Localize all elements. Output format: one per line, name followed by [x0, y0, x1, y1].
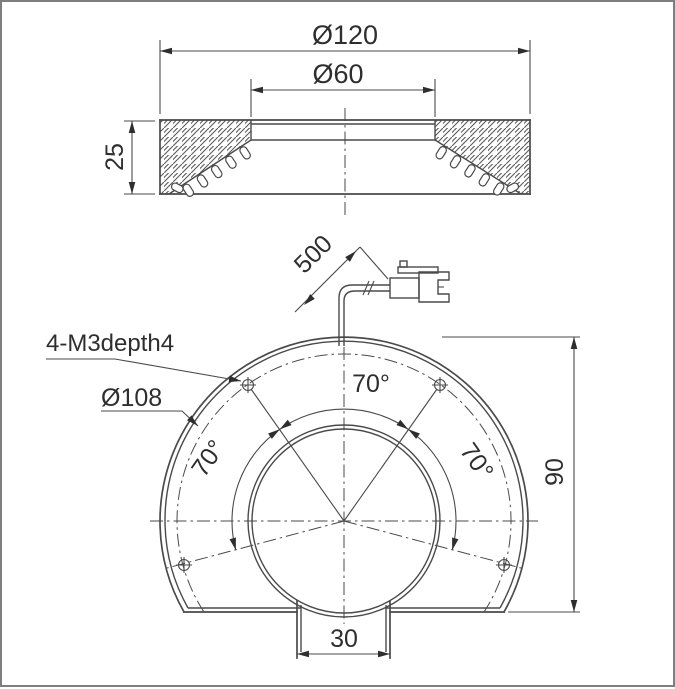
hole-top-left: [240, 377, 256, 393]
cable-break-symbol: [363, 281, 374, 295]
tab-width-label: 30: [330, 625, 358, 653]
mounting-holes-label: 4-M3depth4: [46, 330, 175, 357]
hole-top-right: [432, 377, 448, 393]
bolt-circle-callout: [101, 384, 198, 426]
cable-length-label: 500: [288, 229, 338, 279]
dimension-overall-height: [442, 337, 580, 612]
cable-assembly: [339, 261, 449, 346]
dimension-tab-width: [297, 625, 390, 654]
mounting-holes-callout: [46, 330, 241, 381]
plan-centerlines: [150, 347, 538, 624]
section-view: [101, 20, 530, 216]
section-height-label: 25: [101, 143, 129, 171]
angle-left-label: 70°: [186, 434, 231, 482]
angle-right-label: 70°: [454, 437, 499, 485]
bolt-circle-label: Ø108: [101, 384, 163, 412]
angle-top-label: 70°: [352, 370, 390, 398]
hole-bottom-left: [176, 557, 192, 573]
hole-bottom-right: [496, 557, 512, 573]
connector: [390, 261, 449, 302]
dimension-section-height: [101, 121, 155, 194]
angle-dimensions: [186, 370, 499, 550]
outer-diameter-label: Ø120: [311, 20, 379, 50]
plan-view: [46, 230, 580, 658]
overall-height-label: 90: [541, 458, 569, 486]
inner-diameter-label: Ø60: [312, 59, 364, 89]
dimension-inner-diameter: [251, 59, 435, 117]
engineering-drawing: [2, 2, 675, 689]
